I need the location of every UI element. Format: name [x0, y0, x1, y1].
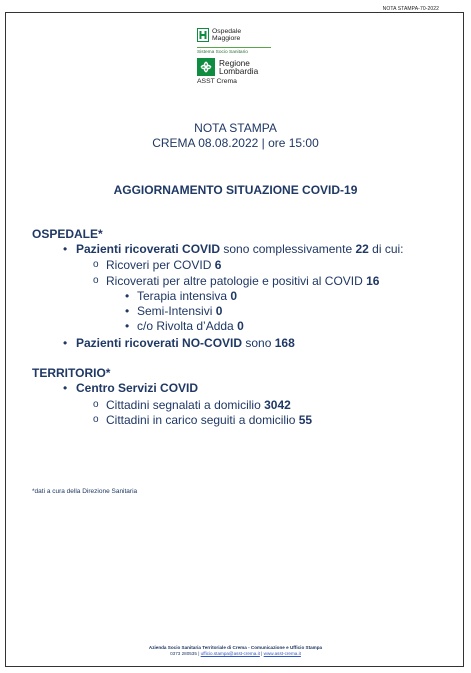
headline: AGGIORNAMENTO SITUAZIONE COVID-19 [113, 183, 358, 197]
logo-divider [197, 47, 271, 48]
asst-crema-logo [197, 28, 287, 104]
altre-label: Ricoverati per altre patologie e positivi al COVID [106, 274, 367, 288]
altre-value: 16 [366, 274, 380, 288]
covid-text: sono complessivamente [220, 242, 356, 256]
footer-organization: Azienda Socio Sanitaria Territoriale di Crema - Comunicazione e Ufficio Stampa [148, 645, 323, 650]
list-item-segnalati [106, 398, 291, 412]
section-territorio: TERRITORIO* [32, 366, 111, 380]
covid-total: 22 [355, 242, 369, 256]
footer-email-link[interactable]: ufficio.stampa@asst-crema.it [200, 651, 260, 656]
list-item-terapia-intensiva [137, 289, 237, 303]
list-item-ricoveri [106, 258, 221, 272]
section-ospedale: OSPEDALE* [32, 227, 103, 241]
footer-divider-2: | [259, 651, 264, 656]
ricoveri-value: 6 [214, 258, 222, 272]
segnalati-value: 3042 [264, 398, 291, 412]
logo-asst: ASST Crema [197, 78, 237, 85]
terapia-label: Terapia intensiva [137, 289, 231, 303]
logo-maggiore: Maggiore [212, 35, 241, 42]
footer-phone: 0373 280535 [170, 651, 197, 656]
rivolta-label: c/o Rivolta d’Adda [137, 319, 238, 333]
list-item-centro-servizi [76, 381, 198, 395]
nocovid-text: sono [242, 336, 275, 350]
list-item-rivolta [137, 319, 244, 333]
covid-suffix: di cui: [368, 242, 404, 256]
terapia-value: 0 [230, 289, 238, 303]
carico-label: Cittadini in carico seguiti a domicilio [106, 413, 299, 427]
footer-contacts [0, 651, 471, 656]
semi-value: 0 [215, 304, 223, 318]
list-item-in-carico [106, 413, 312, 427]
footer-divider: | [196, 651, 201, 656]
list-item-covid [76, 242, 404, 256]
segnalati-label: Cittadini segnalati a domicilio [106, 398, 265, 412]
document-code: NOTA STAMPA-70-2022 [382, 6, 439, 12]
list-item-altre-patologie [106, 274, 379, 288]
carico-value: 55 [298, 413, 313, 427]
rivolta-value: 0 [237, 319, 244, 333]
press-note-header [0, 121, 471, 151]
centro-label: Centro Servizi COVID [76, 381, 199, 395]
hospital-icon [197, 28, 209, 42]
logo-ospedale: Ospedale [212, 28, 242, 35]
footer-website-link[interactable]: www.asst-crema.it [263, 651, 301, 656]
nocovid-label: Pazienti ricoverati NO-COVID [76, 336, 243, 350]
lombardia-rose-icon [197, 58, 215, 76]
logo-regione: Regione [219, 57, 250, 68]
nota-stampa-title: NOTA STAMPA [194, 121, 277, 135]
ricoveri-label: Ricoveri per COVID [106, 258, 215, 272]
list-item-no-covid [76, 336, 295, 350]
semi-label: Semi-Intensivi [137, 304, 216, 318]
covid-label: Pazienti ricoverati COVID [76, 242, 221, 256]
footnote: *dati a cura della Direzione Sanitaria [32, 488, 138, 495]
logo-sistema: Sistema Socio Sanitario [197, 50, 248, 55]
logo-lombardia: Lombardia [219, 66, 259, 76]
nocovid-value: 168 [274, 336, 295, 350]
list-item-semi-intensivi [137, 304, 222, 318]
date-line: CREMA 08.08.2022 | ore 15:00 [152, 136, 319, 150]
footer [0, 645, 471, 656]
